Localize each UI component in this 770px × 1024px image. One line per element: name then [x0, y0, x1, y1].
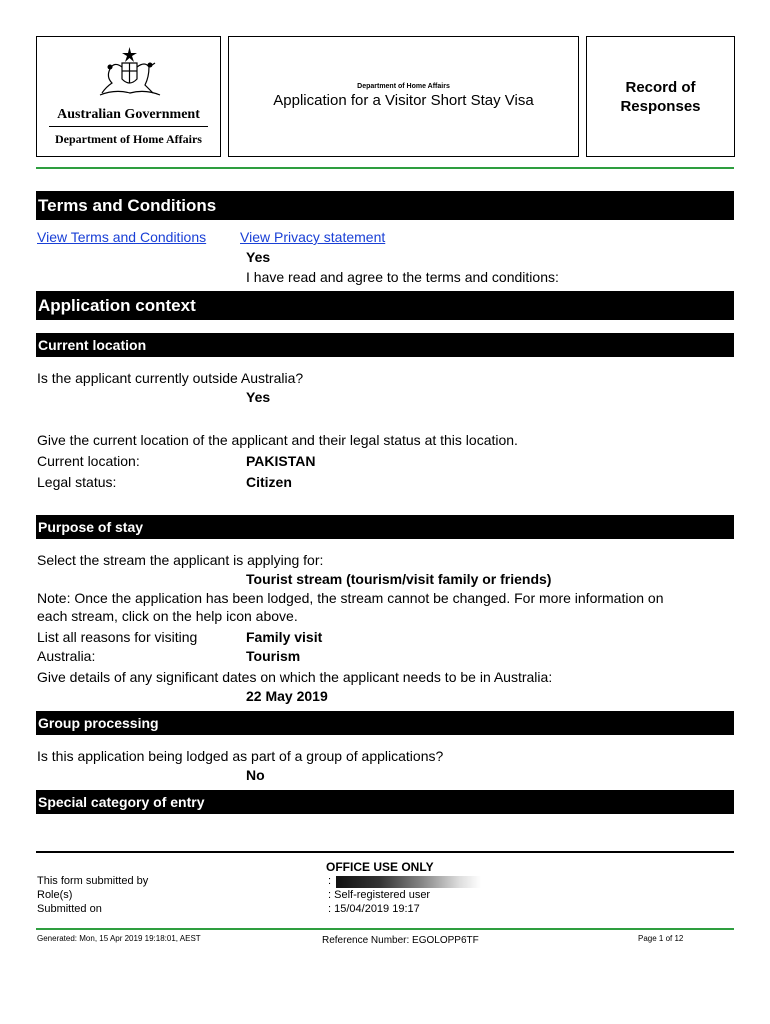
stream-note-line-2: each stream, click on the help icon above. — [37, 608, 298, 624]
record-of-responses-label — [587, 78, 734, 116]
question-current-location: Give the current location of the applicant and their legal status at this location. — [37, 432, 518, 448]
record-line-1: Record of — [625, 79, 696, 96]
terms-statement: I have read and agree to the terms and conditions: — [246, 269, 559, 285]
section-heading-context: Application context — [36, 291, 734, 320]
label-legal-status: Legal status: — [37, 474, 117, 490]
question-stream: Select the stream the applicant is applying for: — [37, 552, 324, 568]
form-title: Application for a Visitor Short Stay Visa — [273, 92, 534, 109]
logo-divider — [49, 126, 208, 127]
view-privacy-link[interactable]: View Privacy statement — [240, 229, 386, 245]
label-current-location: Current location: — [37, 453, 140, 469]
page-number: Page 1 of 12 — [638, 934, 684, 943]
label-reasons-line-1: List all reasons for visiting — [37, 629, 198, 645]
generated-timestamp: Generated: Mon, 15 Apr 2019 19:18:01, AEST — [37, 934, 201, 943]
form-title-box — [228, 36, 579, 157]
coat-of-arms-icon — [92, 45, 167, 101]
redacted-email — [336, 876, 481, 888]
reference-number: Reference Number: EGOLOPP6TF — [322, 935, 479, 946]
terms-answer: Yes — [246, 249, 271, 265]
label-submitted-by: This form submitted by — [37, 875, 149, 887]
section-heading-purpose: Purpose of stay — [36, 515, 734, 539]
question-significant-dates: Give details of any significant dates on which the applicant needs to be in Australia: — [37, 669, 553, 685]
question-group: Is this application being lodged as part of a group of applications? — [37, 748, 444, 764]
reason-family-visit: Family visit — [246, 629, 323, 645]
footer-green-rule — [36, 928, 734, 930]
department-name: Department of Home Affairs — [55, 132, 202, 146]
record-of-responses-box — [586, 36, 735, 157]
value-legal-status: Citizen — [246, 474, 292, 490]
header-divider — [36, 167, 734, 169]
view-terms-link[interactable]: View Terms and Conditions — [37, 229, 207, 245]
answer-significant-dates: 22 May 2019 — [246, 688, 328, 704]
section-heading-location: Current location — [36, 333, 734, 357]
record-line-2: Responses — [620, 98, 701, 115]
section-heading-special: Special category of entry — [36, 790, 734, 814]
answer-group: No — [246, 767, 265, 783]
label-roles: Role(s) — [37, 889, 73, 901]
section-heading-group: Group processing — [36, 711, 734, 735]
answer-outside-australia: Yes — [246, 389, 271, 405]
question-outside-australia: Is the applicant currently outside Australia? — [37, 370, 304, 386]
value-submitted-by: : — [328, 875, 332, 887]
value-submitted-on: : 15/04/2019 19:17 — [328, 903, 420, 915]
section-heading-terms: Terms and Conditions — [36, 191, 734, 220]
label-reasons-line-2: Australia: — [37, 648, 96, 664]
label-submitted-on: Submitted on — [37, 903, 102, 915]
value-roles: : Self-registered user — [328, 889, 431, 901]
value-current-location: PAKISTAN — [246, 453, 316, 469]
answer-stream: Tourist stream (tourism/visit family or friends) — [246, 571, 552, 587]
footer-divider — [36, 851, 734, 853]
government-name: Australian Government — [57, 107, 200, 122]
government-logo-box — [36, 36, 221, 157]
reason-tourism: Tourism — [246, 648, 301, 664]
stream-note-line-1: Note: Once the application has been lodged, the stream cannot be changed. For more information on — [37, 590, 664, 606]
office-use-heading: OFFICE USE ONLY — [326, 860, 434, 874]
department-small-label: Department of Home Affairs — [357, 83, 450, 90]
